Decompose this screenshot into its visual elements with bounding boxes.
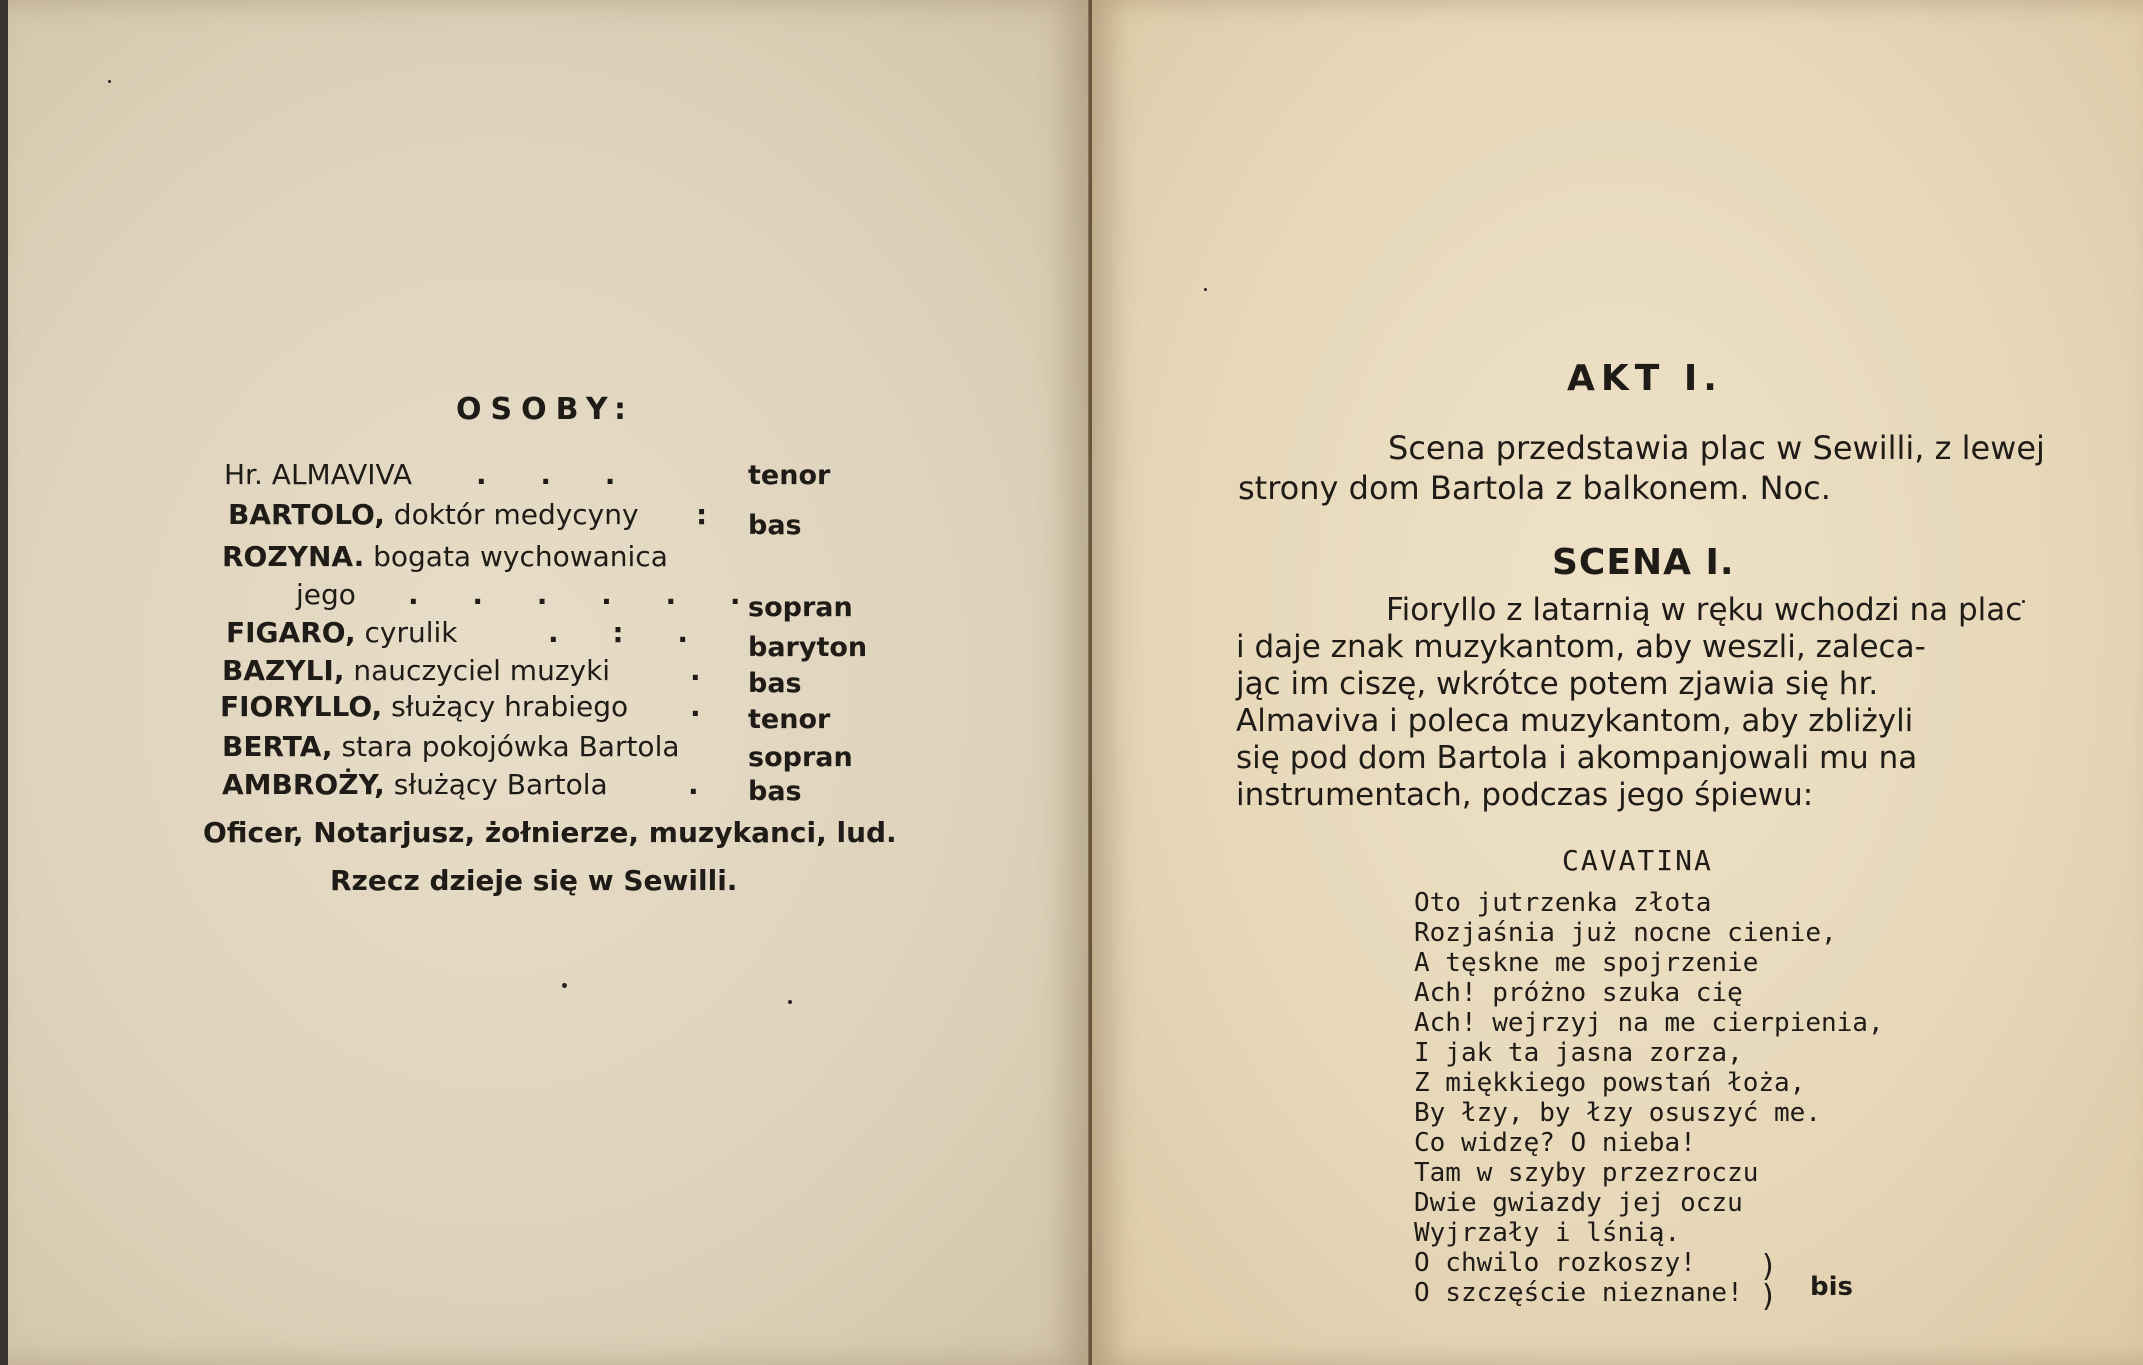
lyric-line: Rozjaśnia już nocne cienie, [1414, 918, 1837, 948]
cast-name: BARTOLO, [228, 498, 385, 531]
lyric-line: Wyjrzały i lśnią. [1414, 1218, 1681, 1248]
cast-desc: nauczyciel muzyki [353, 654, 611, 687]
cast-row [8, 458, 1088, 498]
ink-speck [108, 80, 111, 83]
cast-dots: : [696, 498, 730, 531]
stage-direction-line: instrumentach, podczas jego śpiewu: [1236, 777, 1814, 813]
setting-line: Rzecz dzieje się w Sewilli. [330, 864, 738, 897]
lyrics [1414, 888, 1884, 1308]
cast-row [8, 498, 1088, 541]
cast-voice: tenor [748, 460, 831, 491]
cast-dots: . . . . . . [408, 578, 763, 611]
cast-desc: bogata wychowanica [373, 540, 668, 573]
cast-voice: sopran [748, 592, 853, 623]
lyric-line: Z miękkiego powstań łoża, [1414, 1068, 1806, 1098]
cast-name: FIORYLLO, [220, 690, 383, 723]
cast-desc: doktór medycyny [393, 498, 639, 531]
cast-voice: sopran [748, 742, 853, 773]
lyric-line: Dwie gwiazdy jej oczu [1414, 1188, 1743, 1218]
aria-title: CAVATINA [1562, 844, 1713, 877]
cast-voice: tenor [748, 704, 831, 735]
cast-desc: cyrulik [364, 616, 458, 649]
lyric-line: I jak ta jasna zorza, [1414, 1038, 1743, 1068]
cast-dots: . [690, 690, 723, 723]
cast-voice: baryton [748, 632, 868, 663]
cast-name: AMBROŻY, [222, 768, 385, 801]
ink-speck [1204, 288, 1207, 291]
cast-dots: . [690, 654, 723, 687]
cast-voice: bas [748, 668, 802, 699]
cast-row [8, 540, 1088, 580]
cast-row [8, 690, 1088, 735]
lyric-line: A tęskne me spojrzenie [1414, 948, 1759, 978]
cast-desc: jego [296, 578, 356, 611]
cast-desc: służący hrabiego [391, 690, 629, 723]
left-page [8, 0, 1088, 1365]
stage-direction-line: i daje znak muzykantom, aby weszli, zaleca- [1236, 629, 1926, 665]
stage-direction-line: Fioryllo z latarnią w ręku wchodzi na plac [1386, 592, 2023, 628]
stage-direction-line: się pod dom Bartola i akompanjowali mu na [1236, 740, 1918, 776]
cast-desc: służący Bartola [393, 768, 608, 801]
ink-speck [562, 983, 567, 988]
lyric-line: O szczęście nieznane! [1414, 1278, 1743, 1308]
act-title: AKT I. [1567, 358, 1723, 399]
cast-name: ROZYNA. [222, 540, 365, 573]
scene-title: SCENA I. [1552, 542, 1735, 583]
ink-speck [2022, 600, 2025, 603]
cast-row [8, 654, 1088, 699]
cast-heading: OSOBY: [456, 392, 635, 427]
lyric-line: By łzy, by łzy osuszyć me. [1414, 1098, 1821, 1128]
repeat-bracket: ) ) [1762, 1249, 1774, 1314]
cast-voice: bas [748, 776, 802, 807]
right-page [1092, 0, 2143, 1365]
cast-dots: . . . [476, 458, 638, 491]
lyric-line: Co widzę? O nieba! [1414, 1128, 1696, 1158]
repeat-mark: bis [1810, 1272, 1853, 1302]
lyric-line: Ach! próżno szuka cię [1414, 978, 1743, 1008]
cast-name: BAZYLI, [222, 654, 345, 687]
cast-name: BERTA, [222, 730, 333, 763]
stage-direction-line: Almaviva i poleca muzykantom, aby zbliżyli [1236, 703, 1914, 739]
cast-desc: stara pokojówka Bartola [341, 730, 680, 763]
extras-line: Oficer, Notarjusz, żołnierze, muzykanci, lud. [203, 816, 897, 849]
lyric-line: Ach! wejrzyj na me cierpienia, [1414, 1008, 1884, 1038]
scene-description [1238, 428, 2045, 508]
cast-name: Hr. ALMAVIVA [224, 458, 413, 491]
cast-dots: . [688, 768, 721, 801]
cast-row [8, 768, 1088, 808]
cast-row [8, 616, 1088, 663]
stage-direction-line: jąc im ciszę, wkrótce potem zjawia się hr. [1236, 666, 1879, 702]
cast-row [8, 578, 1088, 623]
ink-speck [788, 1000, 792, 1004]
cast-name: FIGARO, [226, 616, 356, 649]
cast-dots: . : . [548, 616, 710, 649]
stage-direction [1236, 592, 2026, 814]
cast-row [8, 730, 1088, 773]
lyric-line: Oto jutrzenka złota [1414, 888, 1712, 918]
cast-voice: bas [748, 510, 802, 541]
lyric-line: Tam w szyby przezroczu [1414, 1158, 1759, 1188]
scene-description-line: strony dom Bartola z balkonem. Noc. [1238, 469, 1831, 507]
lyric-line: O chwilo rozkoszy! [1414, 1248, 1696, 1278]
scene-description-line: Scena przedstawia plac w Sewilli, z lewej [1388, 429, 2045, 467]
